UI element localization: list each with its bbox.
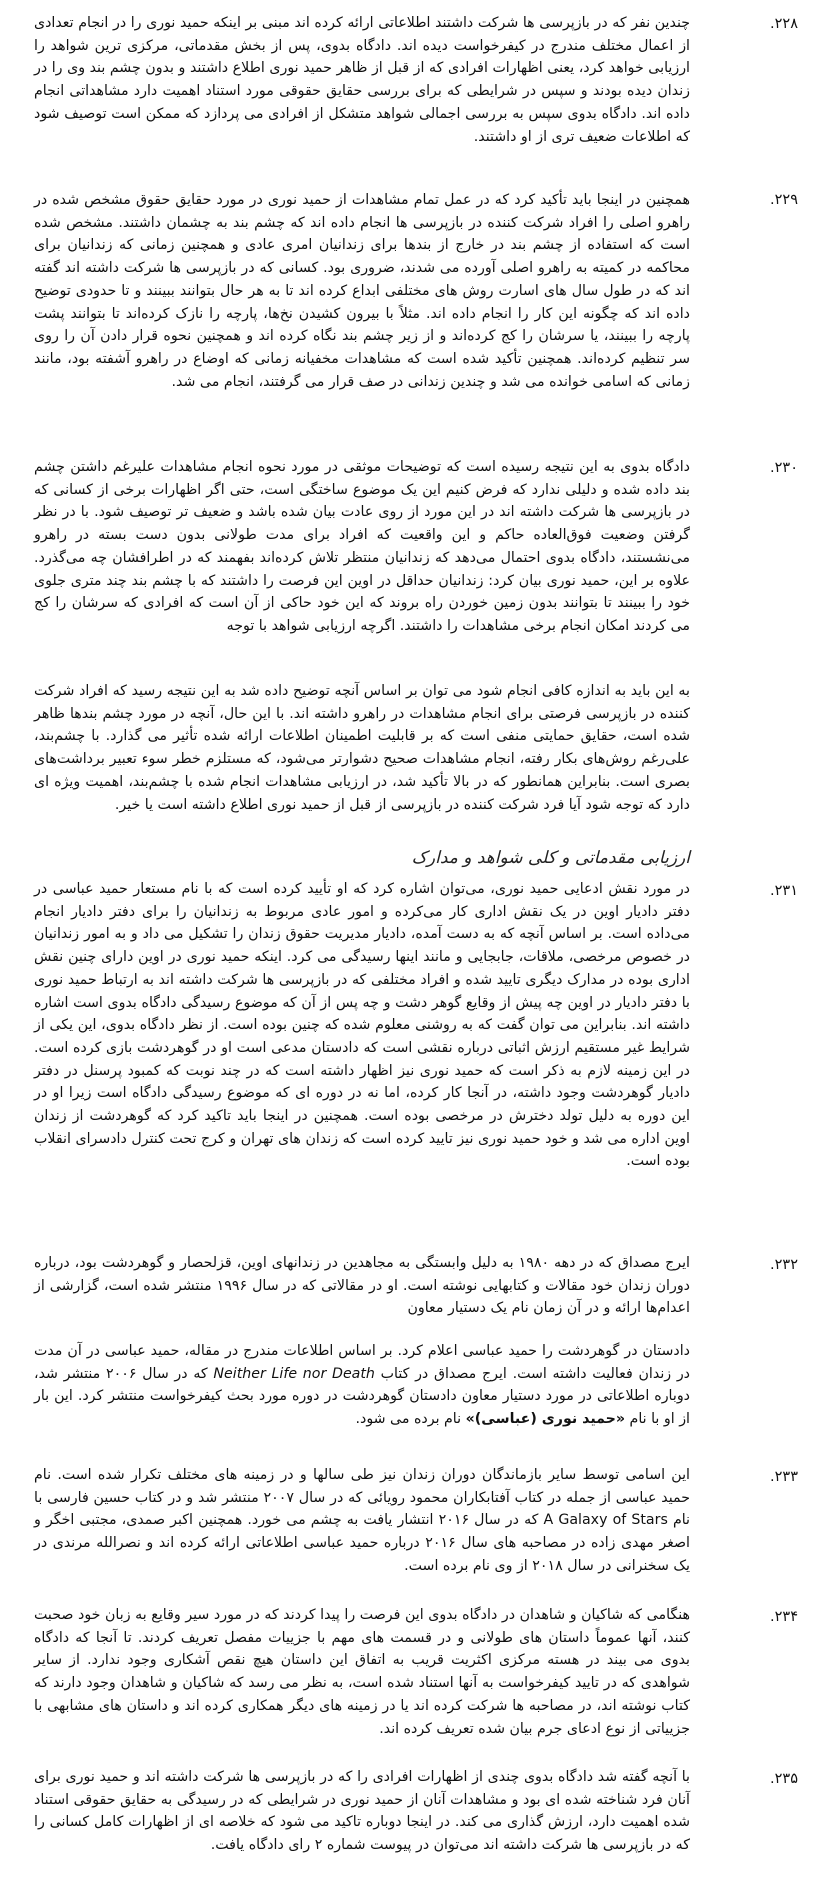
- paragraph-229-text: همچنین در اینجا باید تأکید کرد که در عمل تمام مشاهدات از حمید نوری در مورد حقایق حقوق مشخص شده در راهرو اصلی را افراد شرکت کننده در بازپرسی ها انجام داده اند که چشم بند به چشمان داشتند. مشخص شده است که استفاده از چشم بند در خارج از بندها برای زندانیان امری عادی و همچنین زمانی که زندانیان برای محاکمه در کمیته به راهرو اصلی آورده می شدند، ضروری بود. کسانی که در بازپرسی ها شرکت داشته اند گفته اند که در طول سال های اسارت روش های مختلفی ابداع کرده اند تا به هر حال بتوانند ببینند و تا حدودی توضیح داده اند که چگونه این کار را انجام داده اند. مثلاً با بیرون کشیدن نخ‌ها، پارچه را نازک کرده‌اند تا بتوانند پشت پارچه را ببینند، یا سرشان را کج کرده‌اند و از زیر چشم بند نگاه کرده اند و همچنین نحوه قرار دادن آن را روی سر تنظیم کرده‌اند. همچنین تأکید شده است که مشاهدات مخفیانه زمانی که اوضاع در راهرو آشفته بود، مانند زمانی که اسامی خوانده می شد و چندین زندانی در صف قرار می گرفتند، انجام می شد.: [34, 192, 690, 390]
- paragraph-233-text-b: که در سال ۲۰۱۶ انتشار یافت به چشم می خورد. همچنین اکبر صمدی، مجتبی اخگر و اصغر مهدی زاده در مصاحبه های سال ۲۰۱۶ درباره حمید عباسی اطلاعاتی ارائه کرده اند و نصرالله مرندی در یک سخنرانی در سال ۲۰۱۸ از وی نام برده است.: [34, 1512, 690, 1574]
- paragraph-232-continuation: [34, 1340, 690, 1431]
- paragraph-235-text: با آنچه گفته شد دادگاه بدوی چندی از اظهارات افرادی را که در بازپرسی ها شرکت داشته اند و حمید نوری برای آنان فرد شناخته شده ای بود و مشاهدات آنان از حمید نوری در شرایطی که در رسیدگی به حقایق حقوقی استناد شده اهمیت دارد، ارزش گذاری می کند. در اینجا دوباره تاکید می شود که خلاصه ای از اظهارات کامل کسانی را که در بازپرسی ها شرکت داشته اند می‌توان در پیوست شماره ۲ رای دادگاه یافت.: [34, 1769, 690, 1854]
- paragraph-233-text: [34, 1464, 690, 1578]
- paragraph-230-continuation: به این باید به اندازه کافی انجام شود می توان بر اساس آنچه توضیح داده شد به این نتیجه رسید که افراد شرکت کننده در بازپرسی فرصتی برای انجام مشاهدات در راهرو داشته اند. با این حال، آنچه در مورد چشم بندها ظاهر شده است، حقایق حمایتی منفی است که بر قابلیت اطمینان اطلاعات ارائه شده تأثیر می گذارد. با چشم‌بند، علی‌رغم روش‌های بکار رفته، انجام مشاهدات صحیح دشوارتر می‌شود، که مستلزم خطر سوء تعبیر برداشت‌های بصری است. بنابراین همانطور که در بالا تأکید شد، در ارزیابی مشاهدات انجام شده با چشم‌بند، اهمیت ویژه ای دارد که توجه شود آیا فرد شرکت کننده در بازپرسی از قبل از حمید نوری اطلاع داشته است یا خیر.: [34, 683, 690, 813]
- paragraph-228-text: چندین نفر که در بازپرسی ها شرکت داشتند اطلاعاتی ارائه کرده اند مبنی بر اینکه حمید نوری را در انجام تعدادی از اعمال مختلف مندرج در کیفرخواست دیده اند. دادگاه بدوی، پس از بخش مقدماتی، مرکزی ترین شواهد را ارزیابی خواهد کرد، یعنی اظهارات افرادی که از قبل از ظاهر حمید نوری اطلاع داشتند و بدون چشم بند وی را در زندان دیده بودند و سپس در شرایطی که برای بررسی حقایق حقوقی مورد استناد اهمیت دارد مشاهداتی انجام داده اند. دادگاه بدوی سپس به بررسی اجمالی شواهد متشکل از افرادی می پردازد که ممکن است توصیف شود که اطلاعات ضعیف تری از او داشتند.: [34, 15, 690, 145]
- paragraph-232-text-a: دادستان در گوهردشت را حمید عباسی اعلام کرد. بر اساس اطلاعات مندرج در مقاله، حمید عباسی در آن مدت در زندان فعالیت داشته است. ایرج مصداق در کتاب: [34, 1343, 690, 1382]
- paragraph-number: ۲۳۱.: [770, 883, 798, 899]
- section-heading: ارزیابی مقدماتی و کلی شواهد و مدارک: [411, 848, 690, 868]
- paragraph-number: ۲۳۲.: [770, 1257, 798, 1273]
- paragraph-number: ۲۲۸.: [770, 16, 798, 32]
- book-title: A Galaxy of Stars: [543, 1512, 668, 1529]
- paragraph-234-text: هنگامی که شاکیان و شاهدان در دادگاه بدوی این فرصت را پیدا کردند که در مورد سیر وقایع به زبان خود صحبت کنند، آنها عموماً داستان های طولانی و در قسمت های مهم با جزییات مفصل تعریف کردند. تا آنجا که دادگاه بدوی می بیند در هسته مرکزی اکثریت قریب به اتفاق این داستان هیچ نقص آشکاری وجود ندارد. از سایر شواهدی که در تایید کیفرخواست به آنها استناد شده است، به نظر می رسد که شاکیان و شاهدان وجود دارند که کتاب نوشته اند، در مصاحبه ها شرکت کرده اند یا در زمینه های دیگر همکاری کرده اند و داستان های مشابهی با جزییاتی از نوع ادعای جرم بیان شده تعریف کرده اند.: [34, 1607, 690, 1737]
- paragraph-number: ۲۳۳.: [770, 1469, 798, 1485]
- paragraph-number: ۲۳۰.: [770, 460, 798, 476]
- paragraph-230-text: دادگاه بدوی به این نتیجه رسیده است که توضیحات موثقی در مورد نحوه انجام مشاهدات علیرغم داشتن چشم بند داده شده و دلیلی ندارد که فرض کنیم این یک موضوع ساختگی است، حتی اگر اظهارات برخی از کسانی که در بازپرسی ها شرکت داشته اند در این مورد از روی عادت بیان شده باشد و ضعیف تر توصیف شود. با در نظر گرفتن وضعیت فوق‌العاده حاکم و این واقعیت که افراد برای مدت طولانی بدون دست بسته در راهرو می‌نشستند، دادگاه بدوی احتمال می‌دهد که زندانیان منتظر تلاش کرده‌اند بفهمند که در اطرافشان چه می‌گذرد. علاوه بر این، حمید نوری بیان کرد: زندانیان حداقل در اوین این فرصت را داشتند که با چشم بند چند متری جلوی خود را ببینند تا بتوانند بدون زمین خوردن راه بروند که این خود حاکی از آن است که افرادی که سرشان را کج می کردند امکان انجام برخی مشاهدات را داشتند. اگرچه ارزیابی شواهد با توجه: [34, 459, 690, 634]
- bold-name: «حمید نوری (عباسی)»: [465, 1411, 626, 1428]
- paragraph-number: ۲۳۵.: [770, 1771, 798, 1787]
- paragraph-232-text-c: نام برده می شود.: [355, 1411, 462, 1428]
- paragraph-231-text: در مورد نقش ادعایی حمید نوری، می‌توان اشاره کرد که او تأیید کرده است که با نام مستعار حمید عباسی در دفتر دادیار اوین در یک نقش اداری کار می‌کرده و امور عادی مربوط به زندانیان را برای دفتر دادیار انجام می‌داده است. بر اساس آنچه که به دست آمده، دادیار مدیریت حقوق زندان را تشکیل می داد و به امور زندانیان در خصوص مرخصی، ملاقات، جابجایی و مانند اینها رسیدگی می کرد. اینکه حمید نوری در اوین دارای چنین نقش اداری بوده در مدارک دیگری تایید شده و افراد مختلفی که در بازپرسی ها شرکت داشته اند به ارتباط حمید نوری با دفتر دادیار در اوین چه پیش از وقایع گوهر دشت و چه پس از آن که موضوع رسیدگی دادگاه بدوی است اشاره داشته اند. بنابراین می توان گفت که به روشنی معلوم شده که چنین بوده است. از نظر دادگاه بدوی، این یکی از شرایط غیر مستقیم ارزش اثباتی درباره نقشی است که دادستان مدعی است او در گوهردشت بازی کرده است. در این زمینه لازم به ذکر است که حمید نوری نیز اظهار داشته است که در چند نوبت که کمبود پرسنل در دفتر دادیار گوهردشت وجود داشته، در آنجا کار کرده، اما نه در دوره ای که موضوع رسیدگی دادگاه است زیرا او در این دوره به دلیل تولد دخترش در مرخصی بوده است. همچنین در اینجا باید تاکید کرد که گوهردشت از زندان اوین اداره می شد و خود حمید نوری نیز تایید کرده است که زندان های تهران و کرج تحت کنترل دادسرای انقلاب بوده است.: [34, 881, 690, 1170]
- paragraph-232-text: ایرج مصداق که در دهه ۱۹۸۰ به دلیل وابستگی به مجاهدین در زندانهای اوین، قزلحصار و گوهردشت بود، درباره دوران زندان خود مقالات و کتابهایی نوشته است. او در مقالاتی که در سال ۱۹۹۶ منتشر شده است، گزارشی از اعدام‌ها ارائه و در آن زمان نام یک دستیار معاون: [34, 1255, 690, 1317]
- paragraph-number: ۲۳۴.: [770, 1609, 798, 1625]
- paragraph-number: ۲۲۹.: [770, 192, 798, 208]
- book-title: Neither Life nor Death: [213, 1365, 375, 1382]
- paragraph-233-text-a: این اسامی توسط سایر بازماندگان دوران زندان نیز طی سالها و در زمینه های مختلف تکرار شده است. نام حمید عباسی از جمله در کتاب آفتابکاران محمود رویائی که در سال ۲۰۰۷ منتشر شد و در کتاب حسین فارسی با نام: [34, 1467, 691, 1529]
- paragraph-232-text-b: که در سال ۲۰۰۶ منتشر شد، دوباره اطلاعاتی در مورد دستیار معاون دادستان گوهردشت در دوره مورد بحث کیفرخواست منتشر کرد. این بار از او با نام: [34, 1365, 690, 1428]
